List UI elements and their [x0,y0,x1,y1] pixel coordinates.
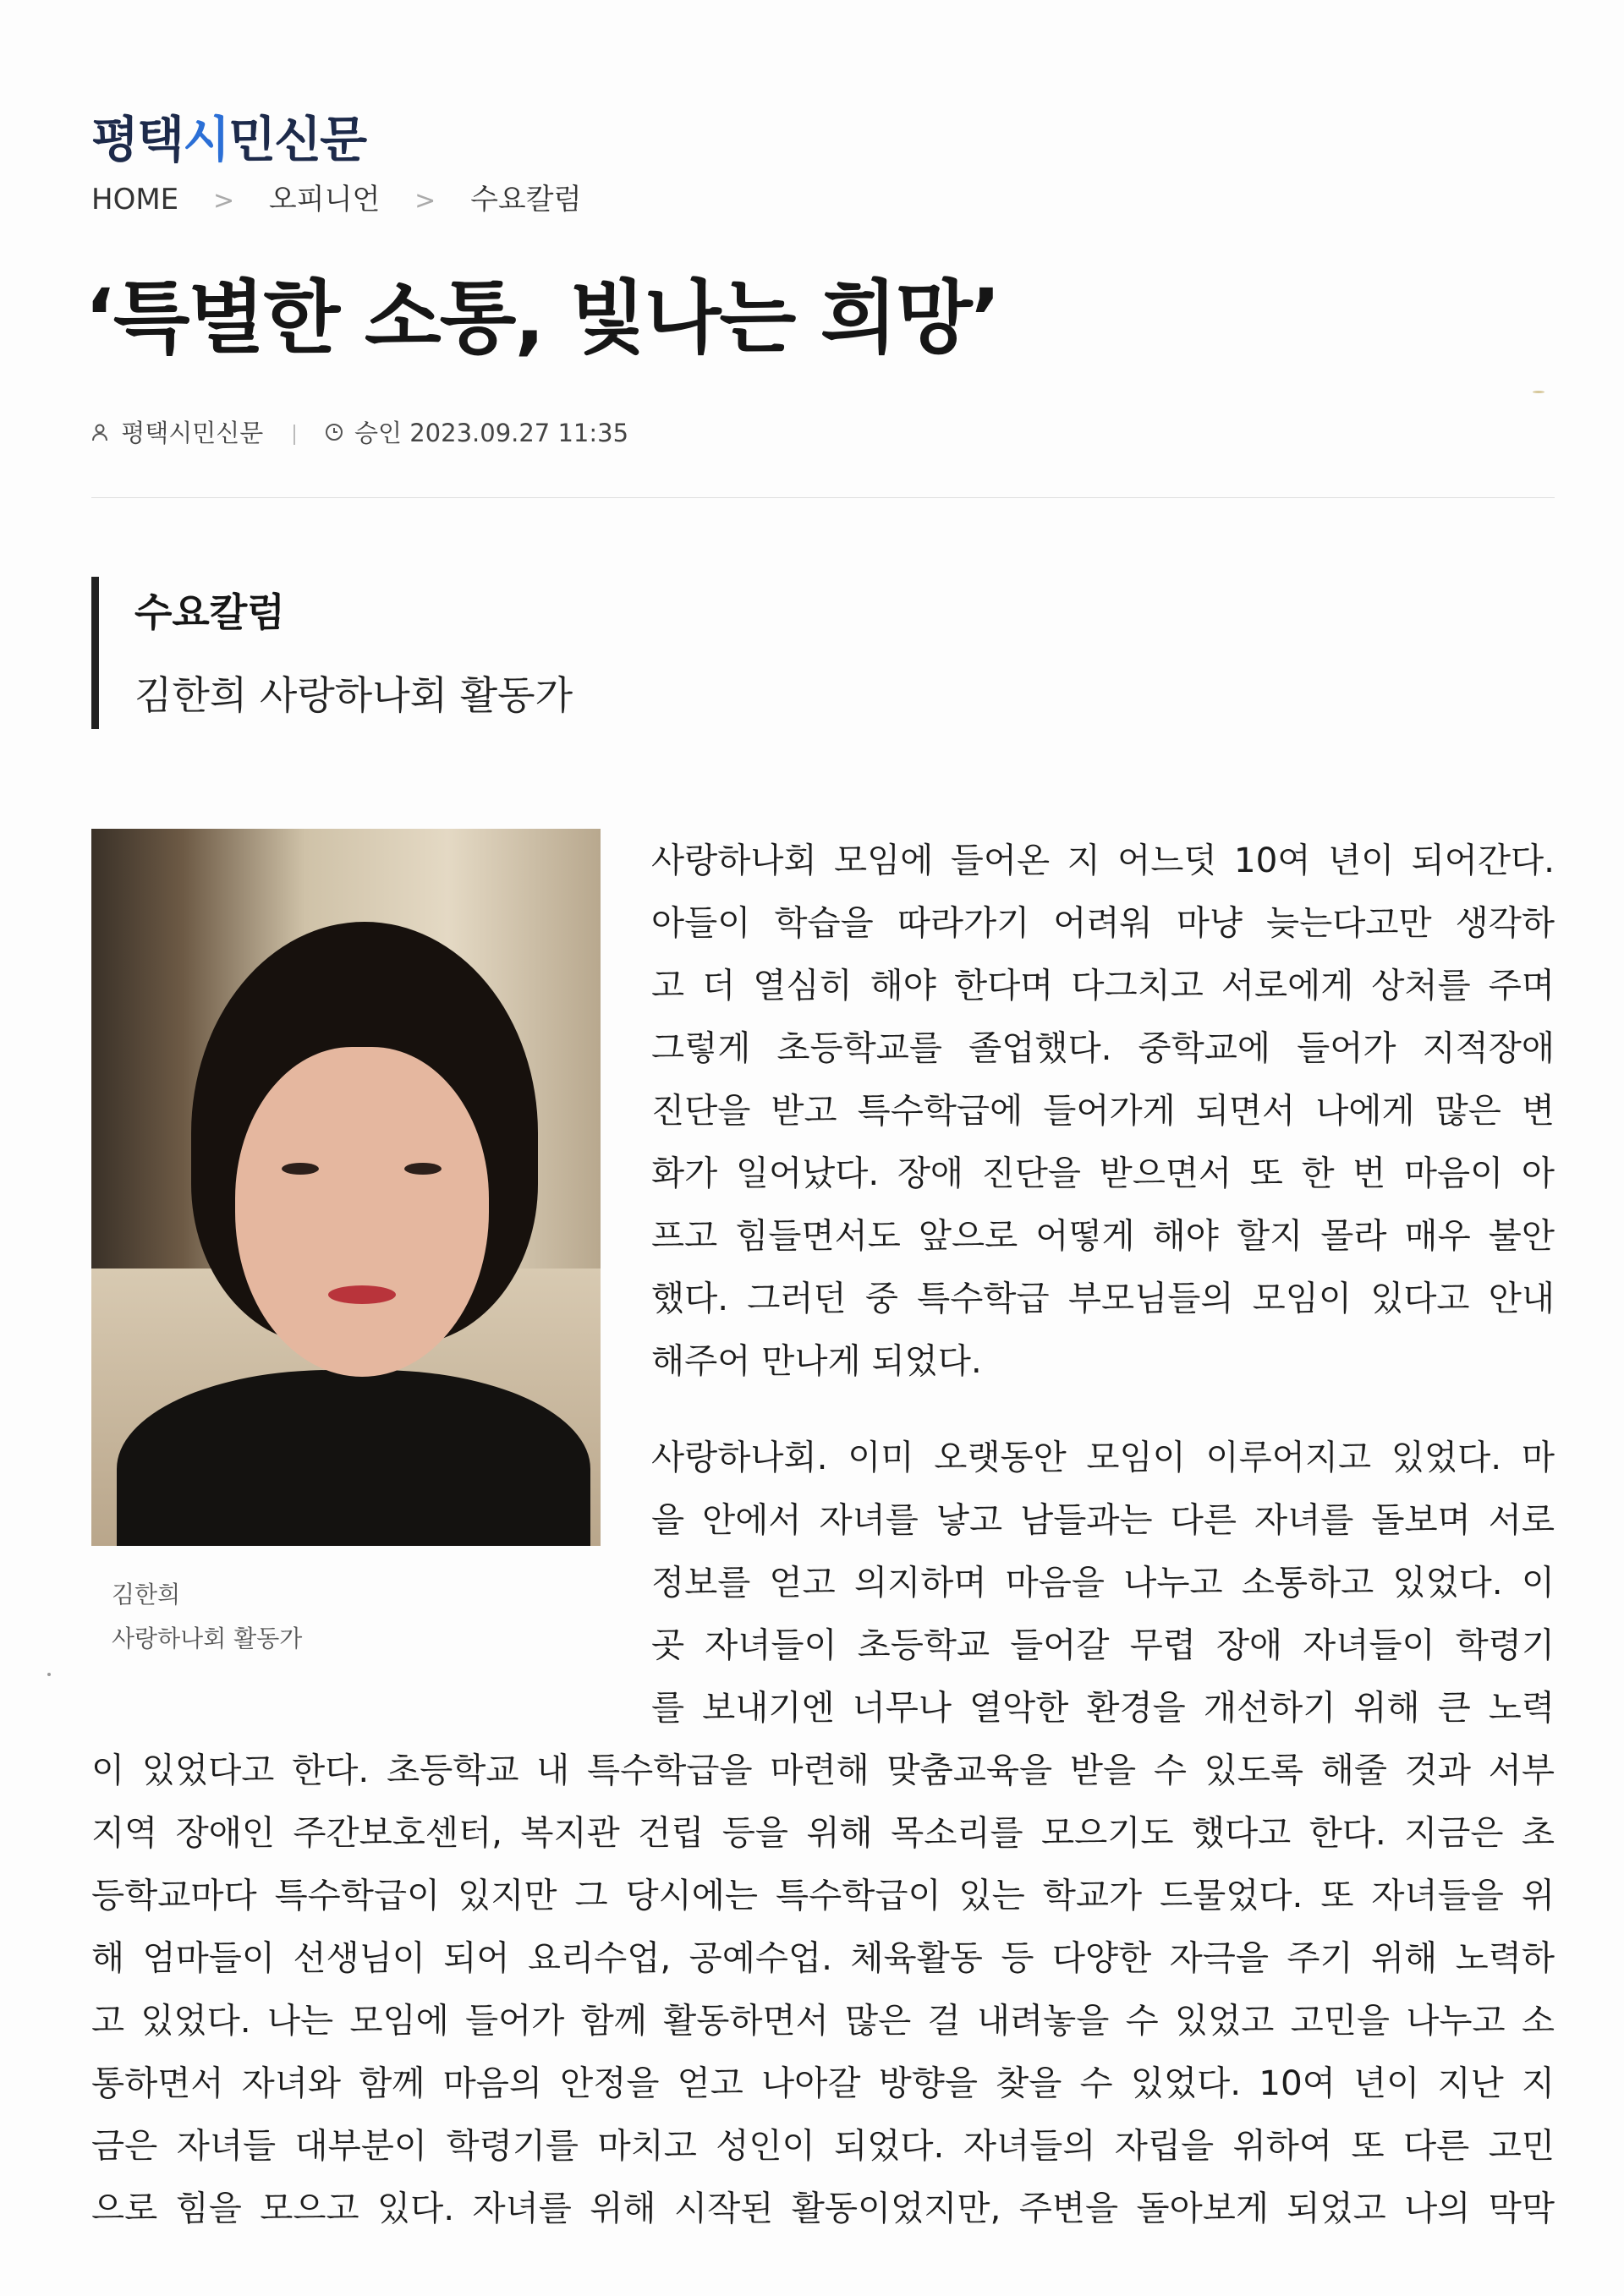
header-divider [91,497,1555,498]
text-line: 그렇게 초등학교를 졸업했다. 중학교에 들어가 지적장애 [651,1027,1555,1068]
masthead-logo[interactable] [91,100,365,171]
text-line: 를 보내기엔 너무나 열악한 환경을 개선하기 위해 큰 노력 [651,1687,1555,1728]
article-title: ‘특별한 소통, 빛나는 희망’ [85,272,1000,364]
text-line: 해 엄마들이 선생님이 되어 요리수업, 공예수업. 체육활동 등 다양한 자극을 주기 위해 노력하 [91,1937,1555,1978]
chevron-right-icon: > [414,186,436,216]
text-line: 정보를 얻고 의지하며 마음을 나누고 소통하고 있었다. 이 [651,1562,1555,1603]
text-line: 했다. 그러던 중 특수학급 부모님들의 모임이 있다고 안내 [651,1278,1555,1318]
text-line: 고 더 열심히 해야 한다며 다그치고 서로에게 상처를 주며 [651,965,1555,1006]
scan-speck [47,1673,51,1676]
text-line: 이 있었다고 한다. 초등학교 내 특수학급을 마련해 맞춤교육을 받을 수 있도록 해줄 것과 서부 [91,1750,1555,1790]
paragraph-2-wide [91,1739,1555,2239]
text-line: 통하면서 자녀와 함께 마음의 안정을 얻고 나아갈 방향을 찾을 수 있었다. 10여 년이 지난 지 [91,2063,1555,2103]
photo-caption [112,1573,302,1661]
breadcrumb-opinion[interactable]: 오피니언 [268,183,381,216]
text-line: 사랑하나회 모임에 들어온 지 어느덧 10여 년이 되어간다. [651,840,1555,880]
user-icon [91,419,113,447]
author-photo [91,829,601,1546]
text-line: 등학교마다 특수학급이 있지만 그 당시에는 특수학급이 있는 학교가 드물었다. 또 자녀들을 위 [91,1875,1555,1915]
text-line: 으로 힘을 모으고 있다. 자녀를 위해 시작된 활동이었지만, 주변을 돌아보게 되었고 나의 막막 [91,2188,1555,2228]
paragraph-2-narrow [651,1426,1555,1739]
photo-body [117,1370,590,1546]
logo-part2: 민신문 [228,111,366,168]
chevron-right-icon: > [212,186,235,216]
column-callout [91,577,573,729]
photo-face [235,1047,489,1377]
column-byline: 김한희 사랑하나회 활동가 [134,672,573,718]
text-line: 을 안에서 자녀를 낳고 남들과는 다른 자녀를 돌보며 서로 [651,1499,1555,1540]
text-line: 해주어 만나게 되었다. [651,1340,982,1381]
photo-lips [328,1285,396,1304]
text-line: 프고 힘들면서도 앞으로 어떻게 해야 할지 몰라 매우 불안 [651,1215,1555,1256]
article-meta [91,414,628,449]
text-line: 곳 자녀들이 초등학교 들어갈 무렵 장애 자녀들이 학령기 [651,1625,1555,1665]
text-line: 지역 장애인 주간보호센터, 복지관 건립 등을 위해 목소리를 모으기도 했다고 한다. 지금은 초 [91,1812,1555,1853]
breadcrumb-column[interactable]: 수요칼럼 [470,183,582,216]
text-line: 금은 자녀들 대부분이 학령기를 마치고 성인이 되었다. 자녀들의 자립을 위하여 또 다른 고민 [91,2125,1555,2166]
caption-role: 사랑하나회 활동가 [112,1625,303,1652]
text-line: 사랑하나회. 이미 오랫동안 모임이 이루어지고 있었다. 마 [651,1437,1555,1477]
text-line: 진단을 받고 특수학급에 들어가게 되면서 나에게 많은 변 [651,1090,1555,1131]
article-author: 평택시민신문 [121,419,264,447]
approved-time: 2023.09.27 11:35 [409,419,629,447]
meta-divider [294,425,295,445]
text-line: 아들이 학습을 따라가기 어려워 마냥 늦는다고만 생각하 [651,902,1555,943]
breadcrumb [91,176,581,217]
caption-name: 김한희 [112,1581,181,1608]
photo-eye-left [282,1163,319,1175]
clock-icon [325,419,347,447]
logo-accent: 시 [183,111,229,168]
column-section: 수요칼럼 [134,589,285,635]
scan-speck [1533,391,1544,393]
photo-eye-right [404,1163,442,1175]
paragraph-1 [651,829,1555,1392]
text-line: 고 있었다. 나는 모임에 들어가 함께 활동하면서 많은 걸 내려놓을 수 있었고 고민을 나누고 소 [91,2000,1555,2041]
logo-part1: 평택 [91,111,184,168]
approved-label: 승인 [354,419,402,447]
text-line: 화가 일어났다. 장애 진단을 받으면서 또 한 번 마음이 아 [651,1153,1555,1193]
breadcrumb-home[interactable]: HOME [91,183,179,216]
